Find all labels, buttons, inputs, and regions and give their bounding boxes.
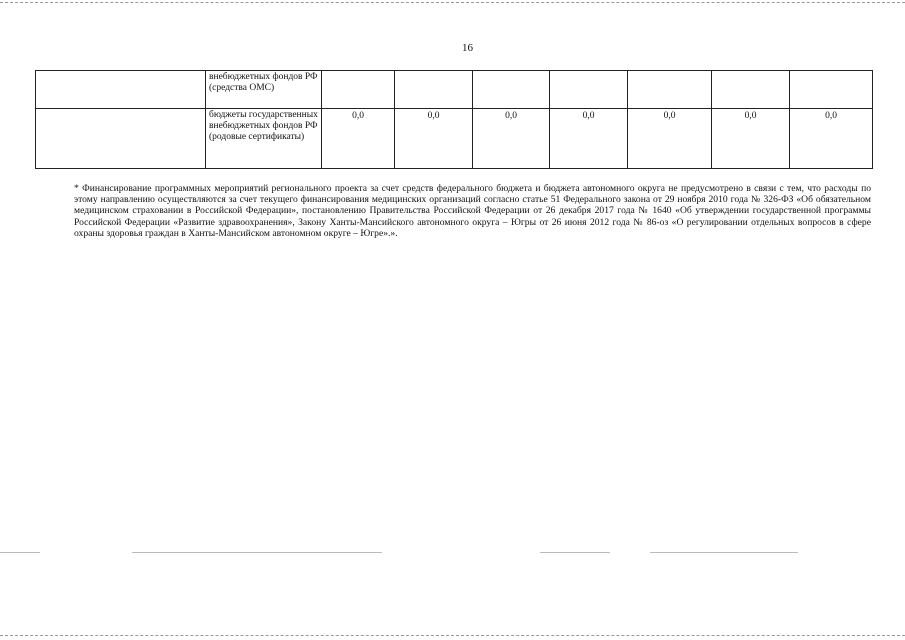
table-cell-value: 0,0 xyxy=(473,109,550,169)
table-cell-value: 0,0 xyxy=(790,109,873,169)
table-cell-value xyxy=(790,71,873,109)
table-cell-value xyxy=(628,71,712,109)
table-cell-value xyxy=(550,71,628,109)
table-cell-label: бюджеты государственных внебюджетных фондов РФ (родовые сертификаты) xyxy=(206,109,322,169)
table-cell-value: 0,0 xyxy=(712,109,790,169)
scan-artifact-mid-left xyxy=(0,552,40,553)
scan-artifact-mid-1 xyxy=(132,552,382,553)
financing-table xyxy=(35,70,873,169)
table-cell-empty xyxy=(36,109,206,169)
table-cell-value: 0,0 xyxy=(395,109,473,169)
table-row xyxy=(36,71,873,109)
scan-artifact-mid-2 xyxy=(540,552,610,553)
table-cell-empty xyxy=(36,71,206,109)
scan-artifact-bottom xyxy=(0,635,905,636)
table-cell-value xyxy=(322,71,395,109)
table-cell-value: 0,0 xyxy=(322,109,395,169)
table-cell-label: внебюджетных фондов РФ (средства ОМС) xyxy=(206,71,322,109)
scan-artifact-top xyxy=(0,2,905,3)
table-cell-value: 0,0 xyxy=(550,109,628,169)
page-number: 16 xyxy=(462,42,473,54)
footnote: * Финансирование программных мероприятий регионального проекта за счет средств федерального бюджета и бюджета автономного округа не предусмотрено в связи с тем, что расходы по этому направлению осуществляются за счет текущего финансирования медицинских организаций согласно статье 51 Федерального закона от 29 ноября 2010 года № 326-ФЗ «Об обязательном медицинском страховании в Российской Федерации», постановлению Правительства Российской Федерации от 26 декабря 2017 года № 1640 «Об утверждении государственной программы Российской Федерации «Развитие здравоохранения», Закону Ханты-Мансийского автономного округа – Югры от 26 июня 2012 года № 86-оз «О регулировании отдельных вопросов в сфере охраны здоровья граждан в Ханты-Мансийском автономном округе – Югре».». xyxy=(74,183,871,239)
table-cell-value xyxy=(473,71,550,109)
table-cell-value xyxy=(395,71,473,109)
table-row xyxy=(36,109,873,169)
scan-artifact-mid-3 xyxy=(650,552,798,553)
table-cell-value: 0,0 xyxy=(628,109,712,169)
table-cell-value xyxy=(712,71,790,109)
